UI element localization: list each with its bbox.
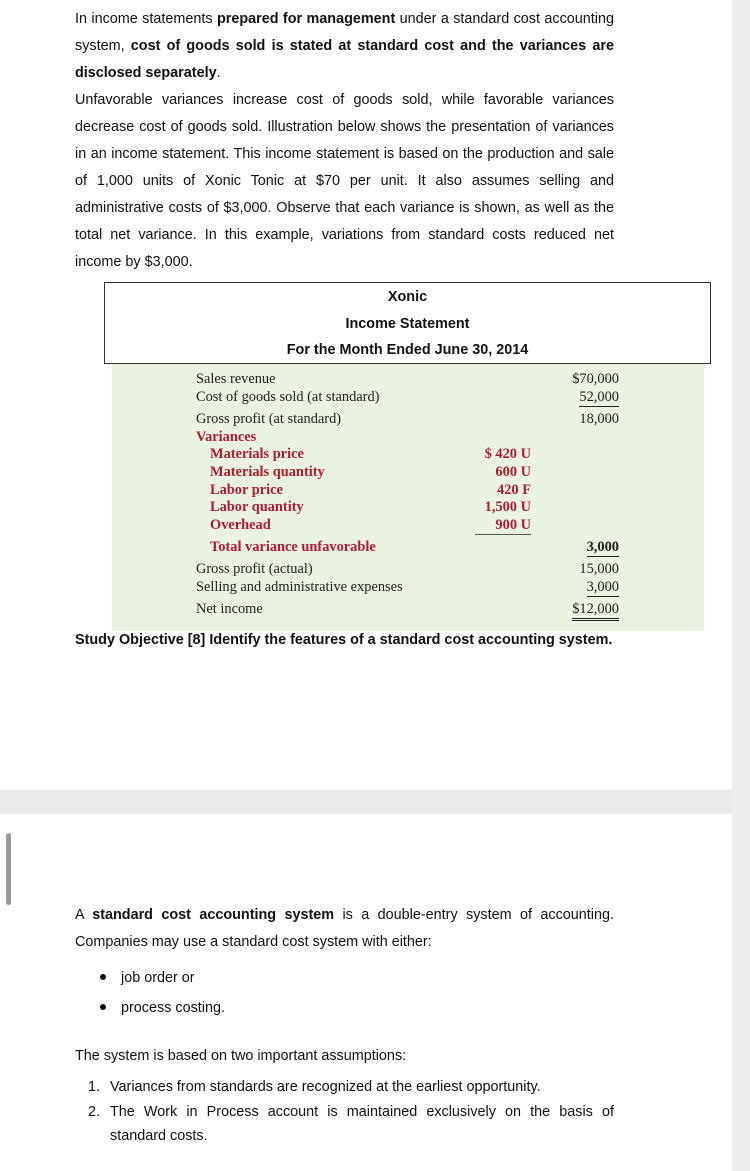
selling-admin-label: Selling and administrative expenses xyxy=(196,579,403,595)
selling-admin-amount: 3,000 xyxy=(586,579,619,595)
variance-label: Materials price xyxy=(210,446,304,462)
total-variance-amount: 3,000 xyxy=(586,539,619,555)
study-objective: Study Objective [8] Identify the features of a standard cost accounting system. xyxy=(75,632,613,648)
variance-amount: 900 U xyxy=(475,517,531,535)
variances-heading: Variances xyxy=(196,429,257,445)
list-item: 1. Variances from standards are recognized at the earliest opportunity. xyxy=(88,1079,541,1095)
assumptions-intro: The system is based on two important assumptions: xyxy=(75,1048,407,1064)
statement-header xyxy=(104,282,711,364)
cogs-amount: 52,000 xyxy=(579,389,619,405)
bullet-icon xyxy=(100,1004,106,1010)
list-item: job order or xyxy=(97,963,225,993)
net-income-label: Net income xyxy=(196,601,263,617)
variance-label: Labor quantity xyxy=(210,499,304,515)
bullet-list xyxy=(97,963,225,1023)
company-name: Xonic xyxy=(387,289,428,305)
variance-amount: 1,500 U xyxy=(484,499,531,515)
statement-title: Income Statement xyxy=(345,316,470,332)
cogs-label: Cost of goods sold (at standard) xyxy=(196,389,380,405)
intro-paragraph-1: In income statements prepared for management under a standard cost accounting system, cost of goods sold is stated at standard cost and the variances are disclosed separately. xyxy=(75,11,614,81)
section2-paragraph: A standard cost accounting system is a double-entry system of accounting. Companies may use a standard cost system with either: xyxy=(75,907,614,950)
gross-profit-actual-label: Gross profit (actual) xyxy=(196,561,313,577)
sales-label: Sales revenue xyxy=(196,371,276,387)
net-income-amount: $12,000 xyxy=(572,601,619,621)
sales-amount: $70,000 xyxy=(572,371,619,387)
gross-profit-actual-amount: 15,000 xyxy=(579,561,619,577)
variance-amount: 600 U xyxy=(495,464,531,480)
list-item: 2. The Work in Process account is maintained exclusively on the basis of standard costs. xyxy=(88,1104,614,1144)
variance-label: Overhead xyxy=(210,517,271,533)
bullet-icon xyxy=(100,974,106,980)
list-item: process costing. xyxy=(97,993,225,1023)
scroll-edge xyxy=(732,0,750,1171)
assumptions-list xyxy=(88,1075,614,1149)
scroll-handle[interactable] xyxy=(6,833,11,905)
total-variance-label: Total variance unfavorable xyxy=(210,539,376,555)
gross-profit-standard-label: Gross profit (at standard) xyxy=(196,411,342,427)
variance-amount: $ 420 U xyxy=(484,446,531,462)
gross-profit-standard-amount: 18,000 xyxy=(579,411,619,427)
statement-period: For the Month Ended June 30, 2014 xyxy=(286,342,529,358)
variance-amount: 420 F xyxy=(497,482,531,498)
income-statement-table xyxy=(112,364,704,631)
variance-label: Labor price xyxy=(210,482,283,498)
intro-paragraph-2: Unfavorable variances increase cost of goods sold, while favorable variances decrease cost of goods sold. Illustration below shows the presentation of variances in an income statement. This income statement is based on the production and sale of 1,000 units of Xonic Tonic at $70 per unit. It also assumes selling and administrative costs of $3,000. Observe that each variance is shown, as well as the total net variance. In this example, variations from standard costs reduced net income by $3,000. xyxy=(75,92,614,270)
variance-label: Materials quantity xyxy=(210,464,325,480)
